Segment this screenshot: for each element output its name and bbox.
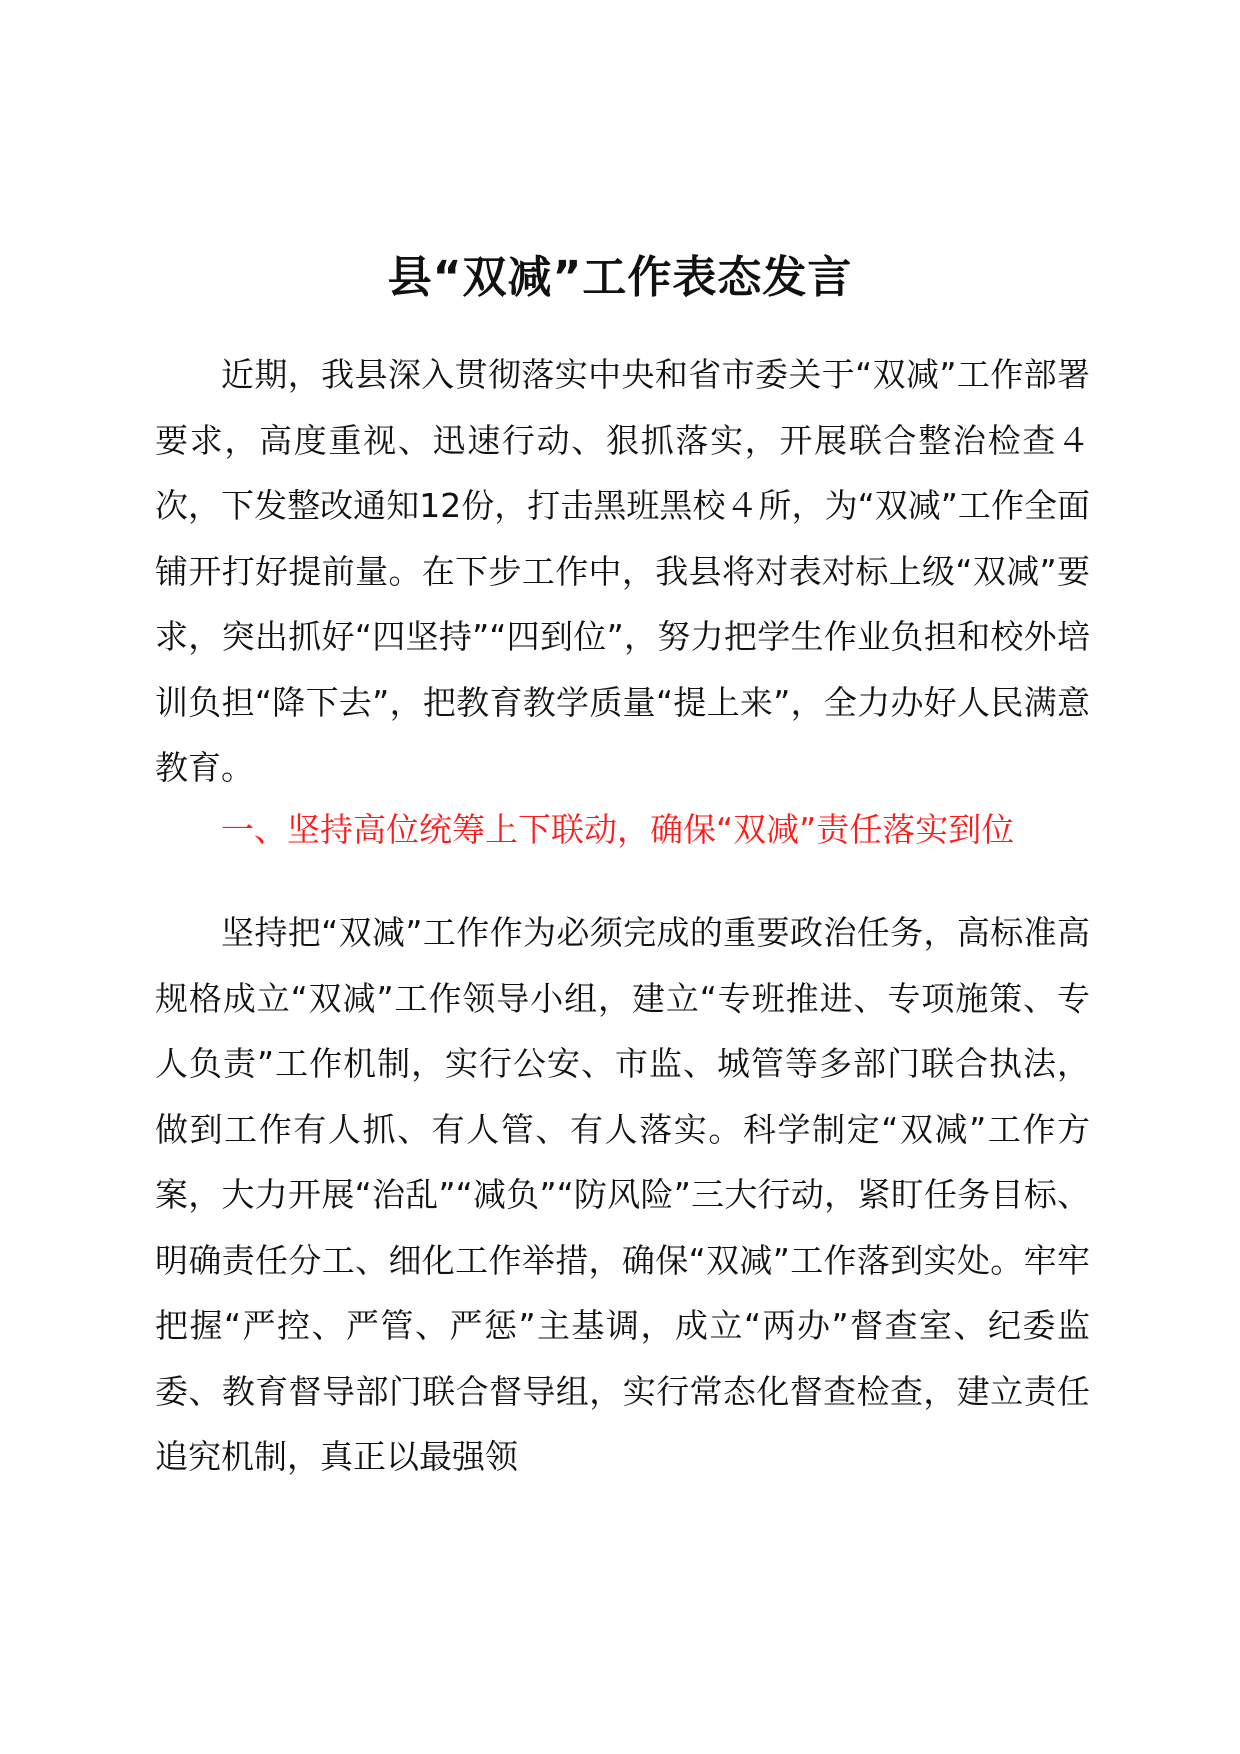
body-paragraph-1: 近期，我县深入贯彻落实中央和省市委关于“双减”工作部署要求，高度重视、迅速行动、狠抓落实，开展联合整治检查４次，下发整改通知12份，打击黑班黑校４所，为“双减”工作全面铺开打好提前量。在下步工作中，我县将对表对标上级“双减”要求，突出抓好“四坚持”“四到位”，努力把学生作业负担和校外培训负担“降下去”，把教育教学质量“提上来”，全力办好人民满意教育。 — [155, 355, 1090, 787]
page-title: 县“双减”工作表态发言 — [387, 252, 853, 303]
section-heading-1: 一、坚持高位统筹上下联动，确保“双减”责任落实到位 — [221, 810, 1015, 849]
body-paragraph-2: 坚持把“双减”工作作为必须完成的重要政治任务，高标准高规格成立“双减”工作领导小组，建立“专班推进、专项施策、专人负责”工作机制，实行公安、市监、城管等多部门联合执法，做到工作有人抓、有人管、有人落实。科学制定“双减”工作方案，大力开展“治乱”“减负”“防风险”三大行动，紧盯任务目标、明确责任分工、细化工作举措，确保“双减”工作落到实处。牢牢把握“严控、严管、严惩”主基调，成立“两办”督查室、纪委监委、教育督导部门联合督导组，实行常态化督查检查，建立责任追究机制，真正以最强领 — [155, 913, 1090, 1476]
